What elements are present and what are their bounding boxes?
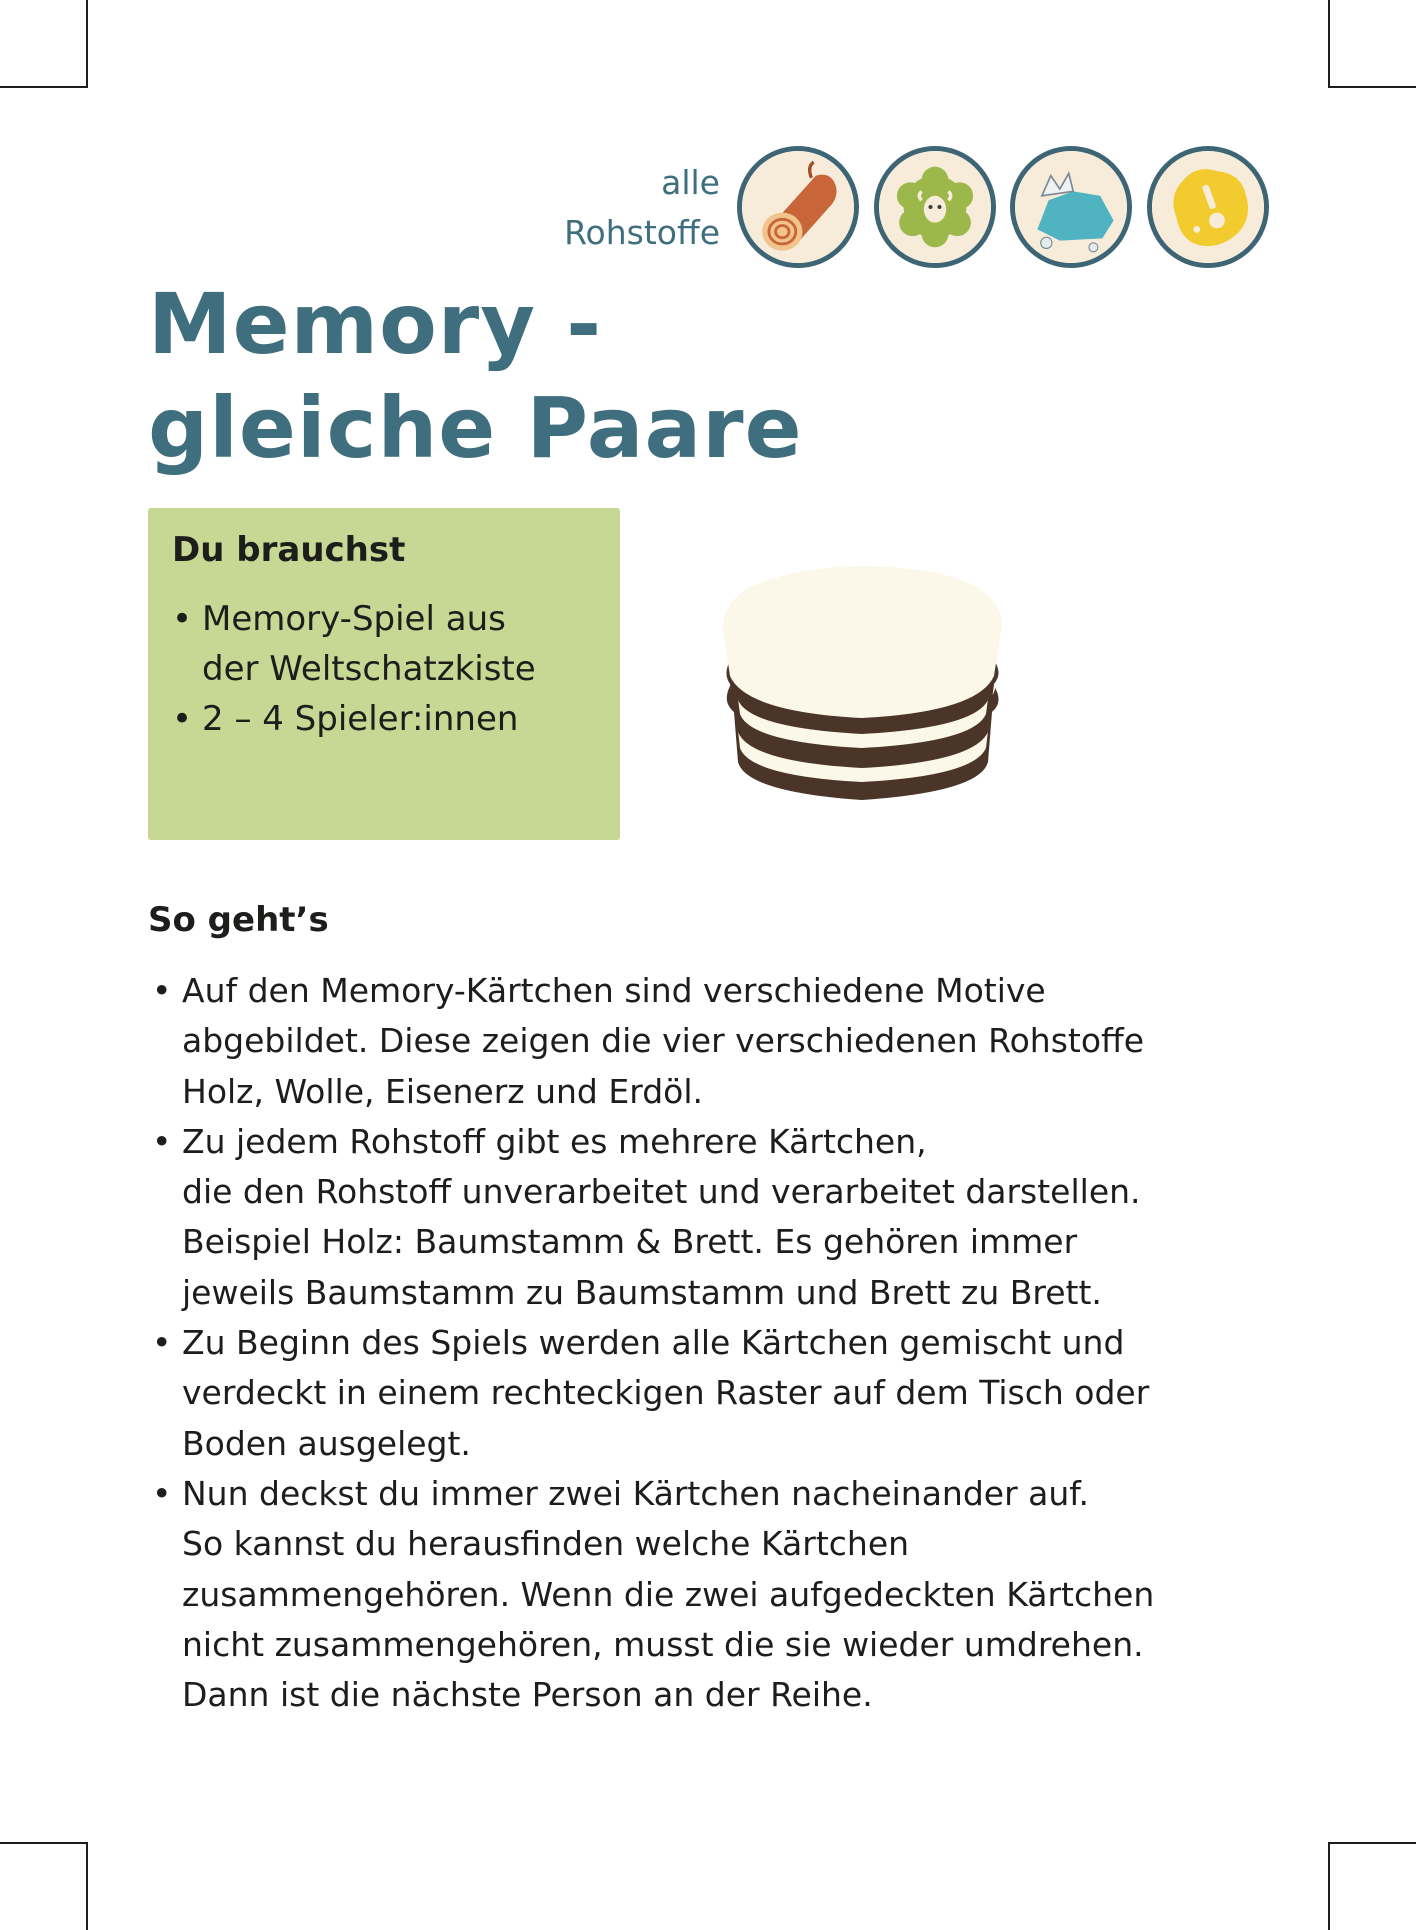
instructions-line: • Nun deckst du immer zwei Kärtchen nacheinander auf.: [182, 1473, 1090, 1513]
crop-mark-bottom-right-h: [1328, 1842, 1416, 1844]
materials-heading: Du brauchst: [172, 530, 406, 570]
instructions-list: [152, 966, 1272, 1720]
instructions-line: nicht zusammengehören, musst die sie wieder umdrehen.: [182, 1624, 1144, 1664]
title-line2: gleiche Paare: [148, 379, 803, 477]
materials-box: [148, 508, 620, 840]
instructions-line: • Auf den Memory-Kärtchen sind verschiedene Motive: [182, 971, 1046, 1010]
instructions-item: [152, 1318, 1272, 1469]
instructions-line: • Zu Beginn des Spiels werden alle Kärtchen gemischt und: [182, 1323, 1125, 1363]
oil-icon: [1147, 146, 1269, 268]
instructions-line: die den Rohstoff unverarbeitet und verarbeitet darstellen.: [182, 1172, 1141, 1212]
page-title: [148, 272, 1048, 480]
instructions-line: jeweils Baumstamm zu Baumstamm und Brett zu Brett.: [182, 1272, 1102, 1312]
instructions-line: zusammengehören. Wenn die zwei aufgedeckten Kärtchen: [182, 1574, 1155, 1614]
instructions-line: • Zu jedem Rohstoff gibt es mehrere Kärtchen,: [182, 1121, 927, 1161]
iron-ore-icon: [1010, 146, 1132, 268]
instructions-heading: So geht’s: [148, 900, 329, 940]
materials-item: [172, 594, 536, 694]
materials-list: [172, 594, 536, 744]
crop-mark-top-left-v: [86, 0, 88, 88]
materials-item-line: der Weltschatzkiste: [202, 649, 536, 689]
wool-sheep-icon: [874, 146, 996, 268]
instructions-line: Beispiel Holz: Baumstamm & Brett. Es gehören immer: [182, 1222, 1078, 1262]
resources-label-line1: alle: [661, 163, 720, 202]
instructions-line: abgebildet. Diese zeigen die vier verschiedenen Rohstoffe: [182, 1021, 1145, 1061]
instructions-item: [152, 966, 1272, 1117]
instructions-line: Holz, Wolle, Eisenerz und Erdöl.: [182, 1071, 703, 1111]
instructions-line: So kannst du herausfinden welche Kärtchen: [182, 1524, 910, 1564]
crop-mark-top-right-v: [1328, 0, 1330, 88]
crop-mark-top-right-h: [1328, 86, 1416, 88]
resources-label-line2: Rohstoffe: [564, 213, 720, 252]
instructions-item: [152, 1469, 1272, 1720]
instructions-line: Boden ausgelegt.: [182, 1423, 471, 1463]
crop-mark-bottom-left-h: [0, 1842, 88, 1844]
wood-log-icon: [737, 146, 859, 268]
materials-item-line: • 2 – 4 Spieler:innen: [202, 699, 519, 739]
crop-mark-bottom-right-v: [1328, 1842, 1330, 1930]
instructions-line: verdeckt in einem rechteckigen Raster auf dem Tisch oder: [182, 1373, 1150, 1413]
materials-item: [172, 694, 536, 744]
materials-item-line: • Memory-Spiel aus: [202, 599, 506, 639]
instructions-line: Dann ist die nächste Person an der Reihe.: [182, 1675, 873, 1715]
title-line1: Memory -: [148, 275, 603, 373]
crop-mark-top-left-h: [0, 86, 88, 88]
crop-mark-bottom-left-v: [86, 1842, 88, 1930]
resources-label: [500, 158, 720, 258]
memory-cards-illustration: [712, 562, 1012, 822]
instructions-item: [152, 1117, 1272, 1318]
